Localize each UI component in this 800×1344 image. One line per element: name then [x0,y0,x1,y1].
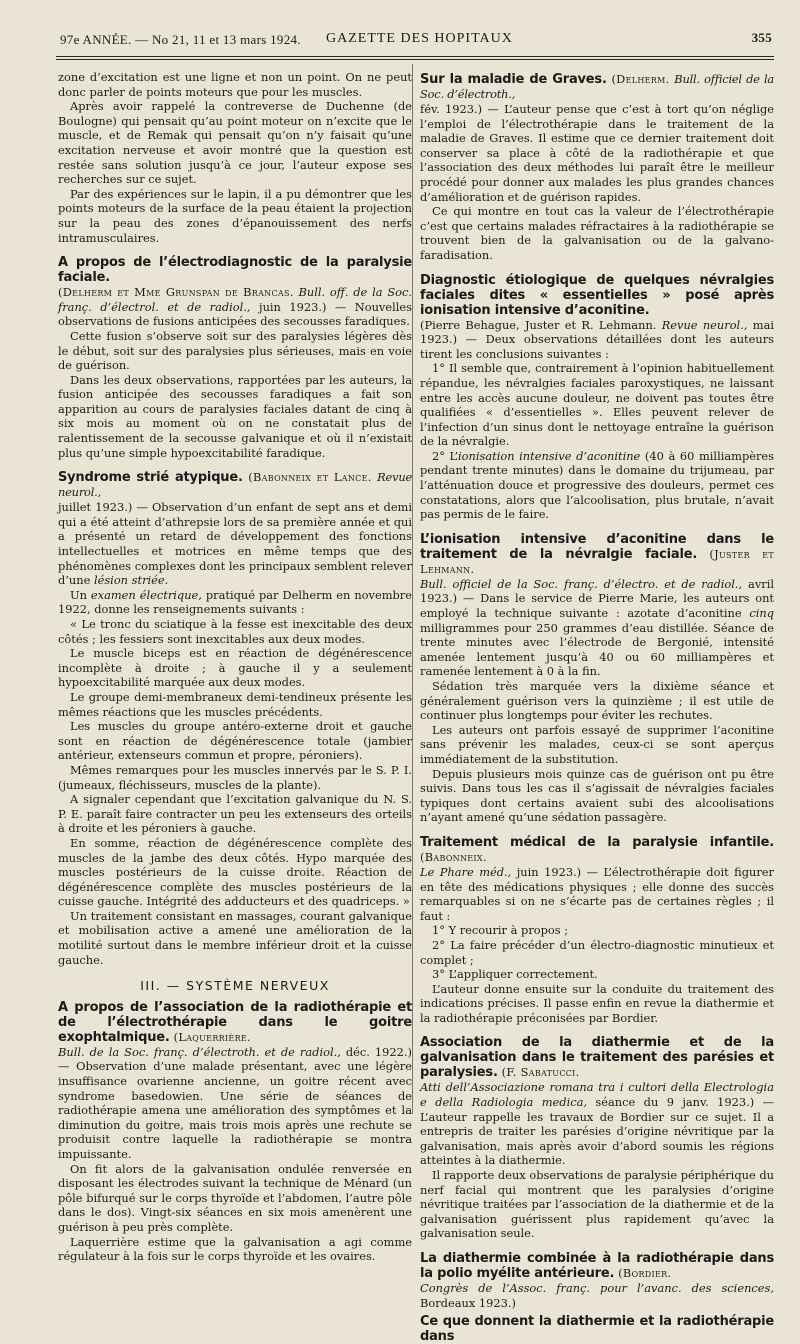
article-citation: (Delherm et Mme Grunspan de Brancas. Bull. off. de la Soc. franç. d’électrol. et de radiol., juin 1923.) — Nouvelles observations de fusions anticipées des secousses faradiques. [58,285,413,329]
quote-paragraph: « Le tronc du sciatique à la fesse est inexcitable des deux côtés ; les fessiers sont inexcitables aux deux modes. [58,617,412,646]
page-number: 355 [751,30,772,45]
article-title: Syndrome strié atypique. (Babonneix et Lance. Revue neurol., [58,470,413,500]
article-title: La diathermie combinée à la radiothérapie dans la polio myélite antérieure. (Bordier. [420,1251,774,1281]
paragraph: Depuis plusieurs mois quinze cas de guérison ont pu être suivis. Dans tous les cas il s’agissait de névralgies faciales typiques dont certains avaient subi des alcoolisations n’ayant amené qu’une sédation passagère. [420,766,774,825]
article-citation: Bull. de la Soc. franç. d’électroth. et de radiol., déc. 1922.) — Observation d’une malade présentant, avec une légère insuffisance ovarienne ancienne, un goitre récent avec syndrome basedowien. Une série de séances de radiothérapie amena une amélioration des symptômes et la diminution du goitre, mais trois mois après une rechute se produisit contre laquelle la radiothérapie se montra impuissante. [58,1044,412,1161]
list-item: 3° L’appliquer correctement. [432,967,598,982]
list-item: 1° Y recourir à propos ; [432,923,569,938]
quote-paragraph: Mêmes remarques pour les muscles innervés par le S. P. I. (jumeaux, fléchisseurs, muscles de la plante). [58,762,412,792]
article-citation: Le Phare méd., juin 1923.) — L’électrothérapie doit figurer en tête des médications physiques ; elle donne des succès remarquables si on ne s’écarte pas de certaines règles ; il faut : [420,864,774,923]
paragraph: Par des expériences sur le lapin, il a pu démontrer que les points moteurs de la surface de la peau étaient la projection sur la peau des zones d’épanouissement des nerfs intramusculaires. [58,186,412,245]
paragraph: Cette fusion s’observe soit sur des paralysies légères dès le début, soit sur des paralysies plus sérieuses, mais en voie de guérison. [58,328,412,373]
article-citation: Atti dell’Associazione romana tra i cultori della Electrologia e della Radiologia medica, séance du 9 janv. 1923.) — L’auteur rappelle les travaux de Bordier sur ce sujet. Il a entrepris de traiter les parésies d’origine névritique par la galvanisation, mais après avoir d’abord soumis les régions atteintes à la diathermie. [420,1080,774,1168]
right-column [420,70,774,1344]
article-title: Traitement médical de la paralysie infantile. (Babonneix. [420,834,774,864]
header-rule-2 [56,59,774,60]
article-title: A propos de l’électrodiagnostic de la paralysie faciale. [58,255,412,286]
paragraph: Les auteurs ont parfois essayé de supprimer l’aconitine sans prévenir les malades, ceux-ci se sont aperçus immédiatement de la substitution. [420,722,774,766]
article-title: Ce que donnent la diathermie et la radiothérapie dans [420,1314,774,1344]
article-citation: Congrès de l’Assoc. franç. pour l’avanc. des sciences, Bordeaux 1923.) [420,1281,774,1310]
paragraph: Sédation très marquée vers la dixième séance et généralement guérison vers la quinzième ; il est utile de continuer plus longtemps pour éviter les rechutes. [420,679,774,723]
article-citation: juillet 1923.) — Observation d’un enfant de sept ans et demi qui a été atteint d’athrepsie lors de sa première année et qui a présenté un retard de développement des fonctions intellectuelles et motrices en même temps que des phénomènes complexes dont les principaux semblent relever d’une lésion striée. [58,500,412,588]
paragraph: Dans les deux observations, rapportées par les auteurs, la fusion anticipée des secousses faradiques a fait son apparition au cours de paralysies faciales datant de cinq à six mois au moment où on ne constatait plus de ralentissement de la secousse galvanique et où il n’existait plus qu’une simple hypoexcitabilité faradique. [58,372,412,460]
quote-paragraph: En somme, réaction de dégénérescence complète des muscles de la jambe des deux côtés. Hypo marquée des muscles postérieurs de la cuisse droite. Réaction de dégénérescence complète des muscles postérieurs de la cuisse gauche. Intégrité des adducteurs et des quadriceps. » [58,835,412,909]
section-heading: III. — SYSTÈME NERVEUX [140,978,330,994]
paragraph: Après avoir rappelé la contreverse de Duchenne (de Boulogne) qui pensait qu’au point moteur on n’excite que le muscle, et de Remak qui pensait qu’on n’y faisait qu’une excitation nerveuse et avoir montré que la question est restée sans solution jusqu’à ce jour, l’auteur expose ses recherches sur ce sujet. [58,99,412,187]
quote-paragraph: Les muscles du groupe antéro-externe droit et gauche sont en réaction de dégénérescence totale (jambier antérieur, extenseurs commun et propre, péroniers). [58,719,412,763]
article-title: Diagnostic étiologique de quelques névralgies faciales dites « essentielles » posé après ionisation intensive d’aconitine. [420,272,774,318]
quote-paragraph: Le muscle biceps est en réaction de dégénérescence incomplète à droite ; à gauche il y a seulement hypoexcitabilité marquée aux deux modes. [58,646,412,690]
paragraph: Un traitement consistant en massages, courant galvanique et mobilisation active a amené une amélioration de la motilité surtout dans le membre inférieur droit et la cuisse gauche. [58,908,412,967]
paragraph: Ce qui montre en tout cas la valeur de l’électrothérapie c’est que certains malades réfractaires à la radiothérapie se trouvent bien de la galvanisation ou de la galvano-faradisation. [420,204,774,262]
article-title: A propos de l’association de la radiothérapie et de l’électrothérapie dans le goitre exophtalmique. (Laquerrière. [58,999,412,1045]
paragraph: Laquerrière estime que la galvanisation a agi comme régulateur à la fois sur le corps thyroïde et les ovaires. [58,1234,412,1264]
page-header [60,28,772,50]
header-rule [56,56,774,57]
journal-title: GAZETTE DES HOPITAUX [326,31,513,46]
column-divider [412,64,413,1114]
paragraph: zone d’excitation est une ligne et non un point. On ne peut donc parler de points moteurs que pour les muscles. [58,70,412,99]
paragraph: L’auteur donne ensuite sur la conduite du traitement des indications précises. Il passe enfin en revue la diathermie et la radiothérapie préconisées par Bordier. [420,981,774,1025]
article-title: L’ionisation intensive d’aconitine dans le traitement de la névralgie faciale. (Juster et Lehmann. [420,531,775,576]
quote-paragraph: A signaler cependant que l’excitation galvanique du N. S. P. E. paraît faire contracter un peu les extenseurs des orteils à droite et les péroniers à gauche. [58,792,412,836]
issue-line: 97e ANNÉE. — No 21, 11 et 13 mars 1924. [60,32,301,47]
quote-paragraph: Le groupe demi-membraneux demi-tendineux présente les mêmes réactions que les muscles précédents. [58,689,412,719]
article-title: Sur la maladie de Graves. (Delherm. Bull. officiel de la Soc. d’électroth., [420,72,774,101]
article-title: Association de la diathermie et de la galvanisation dans le traitement des parésies et paralysies. (F. Sabatucci. [420,1035,774,1081]
left-column [58,70,412,1264]
article-citation: fév. 1923.) — L’auteur pense que c’est à tort qu’on néglige l’emploi de l’électrothérapie dans le traitement de la maladie de Graves. Il estime que ce dernier traitement doit conserver sa place à côté de la radiothérapie et que l’association des deux méthodes lui paraît être le meilleur procédé pour donner aux malades les plus grandes chances d’amélioration et de guérison rapides. [420,102,774,204]
list-item: 2° La faire précéder d’un électro-diagnostic minutieux et complet ; [420,937,774,967]
paragraph: On fit alors de la galvanisation ondulée renversée en disposant les électrodes suivant la technique de Ménard (un pôle bifurqué sur le corps thyroïde et l’abdomen, l’autre pôle dans le dos). Vingt-six séances en six mois amenèrent une guérison à peu près complète. [58,1161,412,1234]
article-citation: (Pierre Behague, Juster et R. Lehmann. Revue neurol., mai 1923.) — Deux observations détaillées dont les auteurs tirent les conclusions suivantes : [420,317,775,361]
paragraph: Un examen électrique, pratiqué par Delherm en novembre 1922, donne les renseignements suivants : [58,587,412,617]
article-citation: Bull. officiel de la Soc. franç. d’électro. et de radiol., avril 1923.) — Dans le service de Pierre Marie, les auteurs ont employé la technique suivante : azotate d’aconitine cinq milligrammes pour 250 grammes d’eau distillée. Séance de trente minutes avec l’électrode de Bergonié, intensité amenée lentement jusqu’à 40 ou 60 milliampères et ramenée lentement à 0 à la fin. [420,576,774,679]
paragraph: Il rapporte deux observations de paralysie périphérique du nerf facial qui montrent que les paralysies d’origine névritique traitées par l’association de la diathermie et de la galvanisation guérissent plus rapidement qu’avec la galvanisation seule. [420,1168,774,1241]
paragraph: 1° Il semble que, contrairement à l’opinion habituellement répandue, les névralgies faciales paroxystiques, ne laissant entre les accès aucune douleur, ne doivent pas toutes être qualifiées « d’essentielles ». Elles peuvent relever de l’infection d’un sinus dont le nettoyage entraîne la guérison de la névralgie. [420,361,774,449]
paragraph: 2° L’ionisation intensive d’aconitine (40 à 60 milliampères pendant trente minutes) dans le domaine du trijumeau, par l’atténuation douce et progressive des douleurs, permet ces constatations, alors que l’alcoolisation, plus brutale, n’avait pas permis de le faire. [420,448,775,522]
